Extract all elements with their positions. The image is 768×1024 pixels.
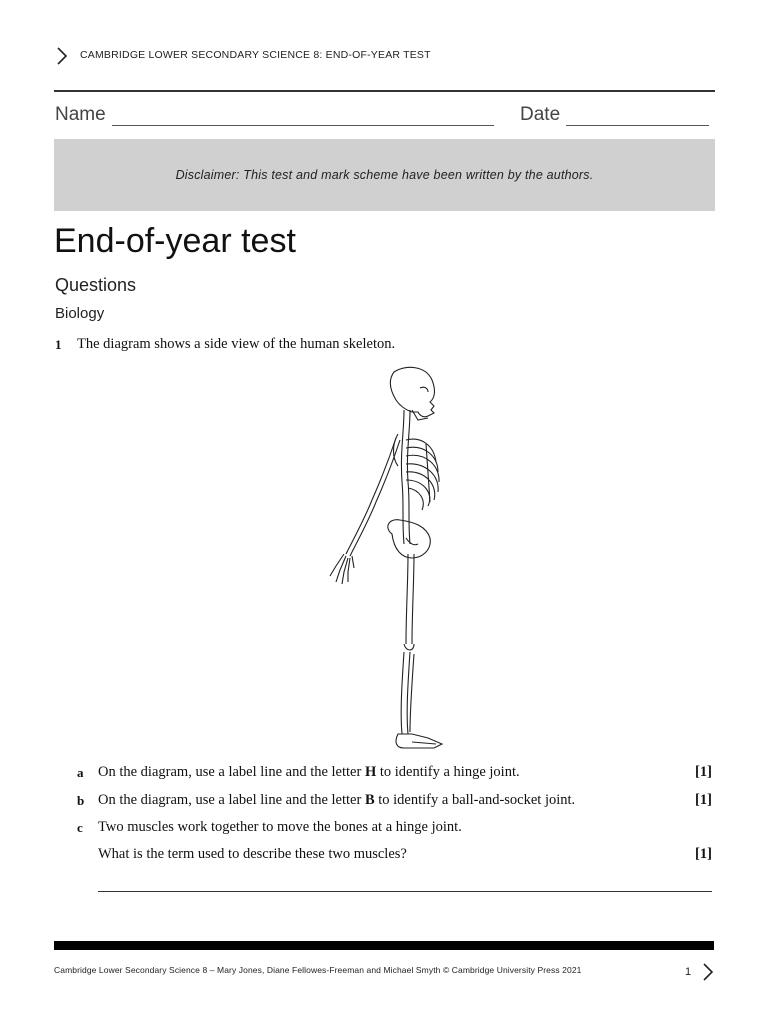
date-field[interactable] <box>520 104 709 126</box>
part-b-marks: [1] <box>695 792 712 808</box>
question-text: The diagram shows a side view of the human skeleton. <box>77 336 396 352</box>
running-header: CAMBRIDGE LOWER SECONDARY SCIENCE 8: END-OF-YEAR TEST <box>80 49 431 61</box>
part-b-pre: On the diagram, use a label line and the letter <box>98 792 365 808</box>
part-b-bold: B <box>364 792 375 808</box>
part-letter-c: c <box>77 820 83 835</box>
part-b-text <box>98 792 575 809</box>
answer-line[interactable] <box>98 891 712 892</box>
part-a-marks: [1] <box>695 764 712 780</box>
part-c-text: Two muscles work together to move the bones at a hinge joint. <box>98 819 462 835</box>
part-a-pre: On the diagram, use a label line and the letter <box>98 764 365 780</box>
part-a-post: to identify a hinge joint. <box>376 764 520 780</box>
part-a-bold: H <box>364 764 377 780</box>
disclaimer-text: Disclaimer: This test and mark scheme have been written by the authors. <box>175 168 594 182</box>
section-heading: Biology <box>55 305 105 322</box>
chevron-right-icon[interactable] <box>702 963 714 981</box>
part-letter-b: b <box>77 793 85 808</box>
page-title: End-of-year test <box>54 222 296 260</box>
page-number: 1 <box>685 966 692 978</box>
subheading: Questions <box>55 275 137 295</box>
part-c-followup: What is the term used to describe these two muscles? <box>98 846 407 862</box>
part-b-post: to identify a ball-and-socket joint. <box>374 792 576 808</box>
skeleton-diagram[interactable] <box>322 362 448 754</box>
header-rule <box>54 90 715 92</box>
name-line[interactable] <box>112 105 494 126</box>
footer-bar <box>54 941 714 950</box>
chevron-right-icon <box>56 47 68 65</box>
part-a-text <box>98 764 520 781</box>
part-letter-a: a <box>77 765 84 780</box>
part-c-marks: [1] <box>695 846 712 862</box>
name-field[interactable] <box>55 104 494 126</box>
date-label: Date <box>520 104 561 125</box>
date-line[interactable] <box>566 105 709 126</box>
name-label: Name <box>55 104 106 125</box>
question-number: 1 <box>55 337 62 352</box>
disclaimer-box <box>54 139 715 211</box>
footer-credit: Cambridge Lower Secondary Science 8 – Mary Jones, Diane Fellowes-Freeman and Michael Smyth © Cambridge University Press 2021 <box>54 965 582 975</box>
